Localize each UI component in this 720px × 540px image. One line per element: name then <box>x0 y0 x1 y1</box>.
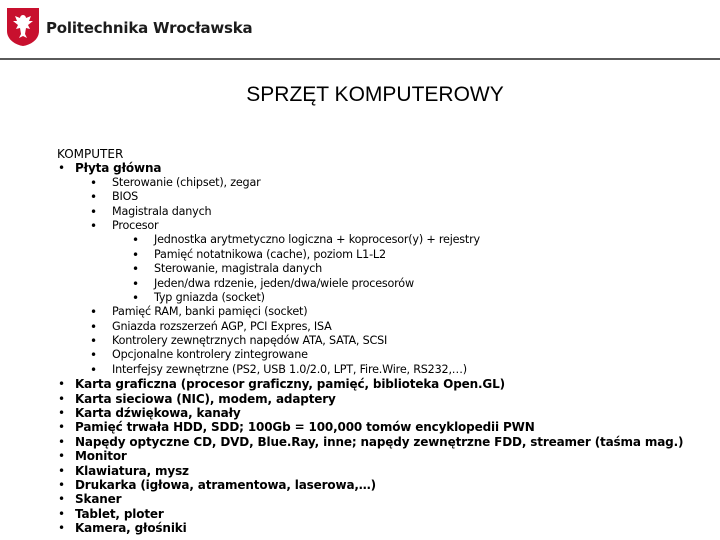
list-item <box>57 449 717 463</box>
list-item-text: Magistrala danych <box>112 204 212 218</box>
bullet-icon: • <box>58 406 66 421</box>
list-item <box>57 377 717 391</box>
bullet-icon: • <box>58 391 66 406</box>
bullet-icon: • <box>58 420 66 435</box>
list-item-text: Tablet, ploter <box>75 506 164 521</box>
university-eagle-logo-icon <box>6 7 40 47</box>
bullet-icon: • <box>90 334 98 349</box>
list-item <box>57 248 717 262</box>
university-name: Politechnika Wrocławska <box>46 19 253 37</box>
bullet-icon: • <box>58 449 66 464</box>
list-item <box>57 478 717 492</box>
bullet-icon: • <box>132 262 140 277</box>
bullet-icon: • <box>58 521 66 536</box>
list-item <box>57 348 717 362</box>
bullet-icon: • <box>90 319 98 334</box>
bullet-icon: • <box>90 204 98 219</box>
list-item-text: Gniazda rozszerzeń AGP, PCI Expres, ISA <box>112 319 332 333</box>
list-item <box>57 161 717 175</box>
list-item-text: Karta sieciowa (NIC), modem, adaptery <box>75 391 336 406</box>
list-item <box>57 320 717 334</box>
list-item <box>57 507 717 521</box>
list-item <box>57 492 717 506</box>
list-item-text: Opcjonalne kontrolery zintegrowane <box>112 348 308 362</box>
list-item <box>57 392 717 406</box>
list-item <box>57 334 717 348</box>
bullet-icon: • <box>58 377 66 392</box>
header-divider <box>0 58 720 60</box>
list-item-text: Pamięć RAM, banki pamięci (socket) <box>112 305 308 319</box>
slide-content <box>57 147 717 536</box>
list-item <box>57 277 717 291</box>
list-item-text: BIOS <box>112 190 139 204</box>
bullet-icon: • <box>58 492 66 507</box>
header <box>0 0 720 62</box>
list-item-text: Typ gniazda (socket) <box>154 290 265 304</box>
slide-title: SPRZĘT KOMPUTEROWY <box>246 83 504 106</box>
bullet-icon: • <box>132 276 140 291</box>
list-item-text: Płyta główna <box>75 161 162 176</box>
bullet-icon: • <box>58 161 66 176</box>
bullet-icon: • <box>90 305 98 320</box>
list-item <box>57 262 717 276</box>
list-item <box>57 363 717 377</box>
list-item-text: Jeden/dwa rdzenie, jeden/dwa/wiele procesorów <box>154 276 414 290</box>
bullet-icon: • <box>90 362 98 377</box>
list-item <box>57 464 717 478</box>
list-item <box>57 291 717 305</box>
bullet-icon: • <box>58 463 66 478</box>
list-item <box>57 406 717 420</box>
heading-text: KOMPUTER <box>57 147 124 161</box>
list-item-text: Monitor <box>75 449 127 464</box>
list-item-text: Interfejsy zewnętrzne (PS2, USB 1.0/2.0, LPT, Fire.Wire, RS232,…) <box>112 362 467 376</box>
bullet-icon: • <box>90 348 98 363</box>
list-item-text: Kontrolery zewnętrznych napędów ATA, SATA, SCSI <box>112 334 388 348</box>
list-item-text: Procesor <box>112 218 159 232</box>
bullet-icon: • <box>132 247 140 262</box>
bullet-list <box>57 161 717 535</box>
list-item <box>57 435 717 449</box>
list-item <box>57 420 717 434</box>
list-item-text: Skaner <box>75 492 122 507</box>
bullet-icon: • <box>90 175 98 190</box>
list-item <box>57 176 717 190</box>
bullet-icon: • <box>132 290 140 305</box>
list-item-text: Napędy optyczne CD, DVD, Blue.Ray, inne; napędy zewnętrzne FDD, streamer (taśma mag.) <box>75 434 684 449</box>
list-item <box>57 233 717 247</box>
list-item <box>57 521 717 535</box>
list-item-text: Karta graficzna (procesor graficzny, pamięć, biblioteka Open.GL) <box>75 377 505 392</box>
list-item-text: Sterowanie, magistrala danych <box>154 262 323 276</box>
list-item-text: Jednostka arytmetyczno logiczna + koprocesor(y) + rejestry <box>154 233 480 247</box>
list-item-text: Sterowanie (chipset), zegar <box>112 175 261 189</box>
bullet-icon: • <box>58 506 66 521</box>
bullet-icon: • <box>90 190 98 205</box>
list-item-text: Pamięć notatnikowa (cache), poziom L1-L2 <box>154 247 386 261</box>
list-item <box>57 190 717 204</box>
list-item-text: Karta dźwiękowa, kanały <box>75 406 241 421</box>
list-item-text: Klawiatura, mysz <box>75 463 189 478</box>
bullet-icon: • <box>132 233 140 248</box>
list-item-text: Drukarka (igłowa, atramentowa, laserowa,…) <box>75 477 376 492</box>
bullet-icon: • <box>90 218 98 233</box>
list-item-text: Kamera, głośniki <box>75 521 187 536</box>
list-item-text: Pamięć trwała HDD, SDD; 100Gb = 100,000 tomów encyklopedii PWN <box>75 420 535 435</box>
bullet-icon: • <box>58 477 66 492</box>
list-item <box>57 205 717 219</box>
bullet-icon: • <box>58 434 66 449</box>
content-heading <box>57 147 717 161</box>
list-item <box>57 219 717 233</box>
list-item <box>57 305 717 319</box>
